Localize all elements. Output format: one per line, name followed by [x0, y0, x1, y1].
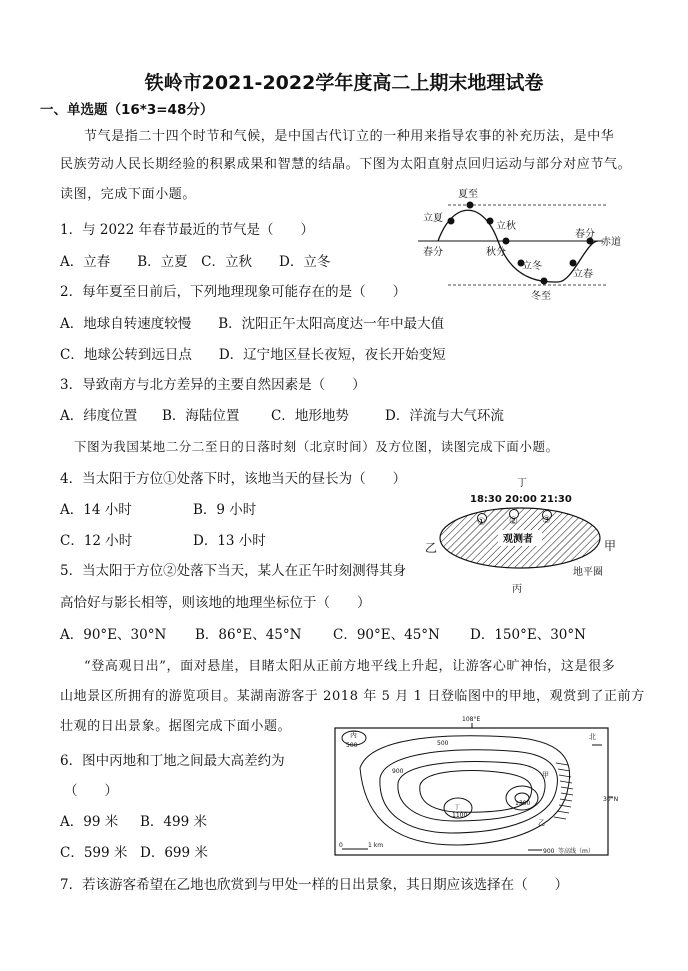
label-liqiu: 立秋 — [496, 221, 516, 232]
label-time-2130: 21:30 — [540, 494, 572, 505]
question-6-option-a: A．99 米 — [60, 814, 119, 830]
question-2-options-cd: C．地球公转到远日点 D．辽宁地区昼长夜短，夜长开始变短 — [60, 347, 446, 363]
question-6-option-c: C．599 米 — [60, 845, 128, 861]
question-3: 3．导致南方与北方差异的主要自然因素是（ ） — [60, 377, 366, 393]
point-liqiu — [487, 218, 494, 225]
label-lichun: 立春 — [573, 269, 593, 280]
label-900: 900 — [392, 768, 404, 775]
label-500-bing: 500 — [346, 742, 358, 749]
label-north: 北 — [589, 733, 596, 741]
question-5-option-d: D．150°E、30°N — [470, 627, 586, 643]
label-chunfen-left: 春分 — [423, 247, 443, 258]
question-4-option-d: D．13 小时 — [193, 533, 266, 549]
intro3-line3: 壮观的日出景象。据图完成下面小题。 — [60, 719, 292, 734]
label-ding: 丁 — [454, 804, 461, 811]
question-5-option-b: B．86°E、45°N — [195, 627, 302, 643]
label-yi: 乙 — [425, 541, 438, 555]
question-2-options-ab: A．地球自转速度较慢 B．沈阳正午太阳高度达一年中最大值 — [60, 316, 445, 332]
question-5-option-c: C．90°E、45°N — [333, 627, 440, 643]
label-ding: 丁 — [517, 478, 527, 489]
question-3-option-d: D．洋流与大气环流 — [385, 408, 504, 424]
label-1300: 1300 — [515, 800, 531, 807]
question-5-line1: 5．当太阳于方位②处落下当天，某人在正午时刻测得其身 — [60, 563, 407, 579]
label-500: 500 — [437, 740, 449, 747]
question-3-option-a: A．纬度位置 — [60, 408, 138, 424]
label-chunfen-right: 春分 — [575, 229, 595, 240]
label-scale-1km: 1 km — [368, 842, 384, 849]
label-time-2000: 20:00 — [505, 494, 537, 505]
question-4: 4．当太阳于方位①处落下时，该地当天的昼长为（ ） — [60, 471, 407, 487]
label-jia: 甲 — [542, 771, 549, 779]
intro1-line1: 节气是指二十四个时节和气候，是中国古代订立的一种用来指导农事的补充历法，是中华 — [84, 129, 615, 144]
question-3-option-c: C．地形地势 — [271, 408, 349, 424]
question-1: 1．与 2022 年春节最近的节气是（ ） — [60, 222, 315, 238]
solar-migration-figure — [418, 189, 638, 305]
label-legend-text: 等高线（m） — [558, 848, 594, 855]
label-1100: 1100 — [452, 812, 468, 819]
question-6-paren: （ ） — [64, 783, 118, 799]
question-6-option-d: D．699 米 — [140, 845, 208, 861]
question-6-option-b: B．499 米 — [140, 814, 207, 830]
question-1-options: A．立春 B．立夏 C．立秋 D．立冬 — [60, 254, 331, 270]
label-yi: 乙 — [538, 819, 545, 827]
question-7: 7．若该游客希望在乙地也欣赏到与甲处一样的日出景象，其日期应该选择在（ ） — [60, 877, 569, 893]
label-jia: 甲 — [604, 539, 617, 553]
label-horizon: 地平圈 — [573, 567, 603, 578]
section-heading: 一、单选题（16*3=48分） — [40, 102, 214, 118]
intro1-line3: 读图，完成下面小题。 — [60, 187, 197, 202]
label-circle-1: ① — [477, 517, 486, 528]
label-longitude: 108°E — [462, 716, 481, 723]
sunset-azimuth-figure — [420, 478, 620, 598]
label-summer: 夏至 — [458, 189, 478, 200]
label-winter: 冬至 — [531, 291, 551, 302]
label-bing: 丙 — [350, 731, 357, 739]
intro3-line1: “登高观日出”，面对悬崖，目睹太阳从正前方地平线上升起，让游客心旷神怡，这是很多 — [84, 659, 616, 674]
question-2: 2．每年夏至日前后，下列地理现象可能存在的是（ ） — [60, 284, 407, 300]
question-5-option-a: A．90°E、30°N — [60, 627, 167, 643]
question-4-option-b: B．9 小时 — [193, 502, 257, 518]
label-equator: 赤道 — [601, 237, 621, 248]
label-scale-0: 0 — [339, 842, 343, 849]
label-time-1830: 18:30 — [470, 494, 502, 505]
question-5-line2: 高恰好与影长相等，则该地的地理坐标位于（ ） — [60, 595, 371, 611]
label-qiufen: 秋分 — [486, 247, 506, 258]
label-circle-3: ③ — [542, 515, 551, 526]
label-circle-2: ② — [509, 516, 518, 527]
label-bing: 丙 — [512, 584, 522, 595]
question-4-option-a: A．14 小时 — [60, 502, 132, 518]
intro1-line2: 民族劳动人民长期经验的积累成果和智慧的结晶。下图为太阳直射点回归运动与部分对应节气。 — [60, 157, 632, 172]
label-observer: 观测者 — [503, 534, 533, 545]
label-legend-900: 900 — [543, 848, 555, 855]
point-summer — [467, 202, 474, 209]
question-4-option-c: C．12 小时 — [60, 533, 133, 549]
question-6: 6．图中丙地和丁地之间最大高差约为 — [60, 753, 285, 769]
label-latitude: 30°N — [603, 796, 619, 803]
label-lixia: 立夏 — [423, 213, 443, 224]
point-qiufen — [503, 238, 510, 245]
contour-map-figure — [330, 713, 619, 861]
question-3-option-b: B．海陆位置 — [162, 408, 240, 424]
point-lixia — [448, 218, 455, 225]
intro3-line2: 山地景区所拥有的游览项目。某湖南游客于 2018 年 5 月 1 日登临图中的甲地，观赏到了正前方 — [60, 689, 645, 704]
page-title: 铁岭市2021-2022学年度高二上期末地理试卷 — [144, 72, 544, 94]
point-winter — [541, 278, 548, 285]
point-lichun — [570, 260, 577, 267]
intro2: 下图为我国某地二分二至日的日落时刻（北京时间）及方位图，读图完成下面小题。 — [74, 439, 559, 454]
label-lidong: 立冬 — [522, 261, 542, 272]
